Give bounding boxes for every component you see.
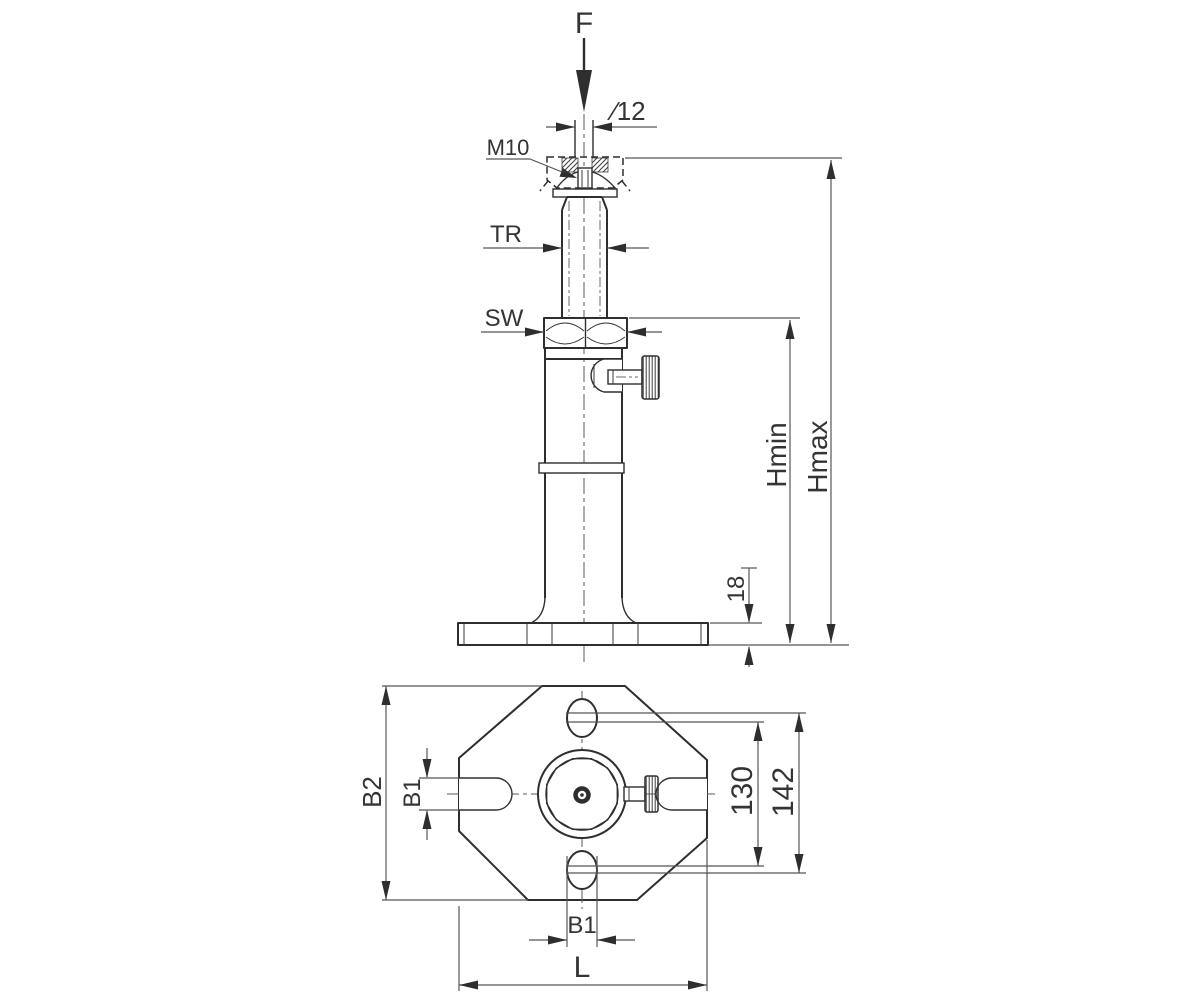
dim-arrow-icon xyxy=(423,810,432,829)
spindle-cap xyxy=(553,189,617,197)
base-thickness-dimension xyxy=(723,568,757,667)
hole-pitch-outer-dimension xyxy=(767,713,804,873)
swivel-pad xyxy=(540,157,630,191)
dim-arrow-icon xyxy=(827,624,836,643)
dim-arrow-icon xyxy=(382,686,391,705)
right-slot xyxy=(656,778,707,810)
dim-arrow-icon xyxy=(745,646,754,665)
plate-length-label: L xyxy=(573,951,591,984)
base-thickness-label: 18 xyxy=(723,575,750,603)
center-boss xyxy=(538,750,626,838)
dim-arrow-icon xyxy=(593,123,612,132)
spindle-thread-label: TR xyxy=(490,221,522,248)
force-annotation xyxy=(575,7,593,112)
height-min-label: Hmin xyxy=(761,422,792,488)
spindle-thread-dimension xyxy=(483,221,649,253)
pad-section-hatch xyxy=(592,158,608,172)
dim-arrow-icon xyxy=(548,936,567,945)
wrench-size-label: SW xyxy=(484,305,524,332)
dim-arrow-icon xyxy=(745,604,754,623)
pad-diameter-dimension xyxy=(546,96,657,132)
thread-label: M10 xyxy=(486,135,530,160)
height-min-dimension xyxy=(761,320,795,643)
force-arrow-icon xyxy=(576,70,592,112)
dim-arrow-icon xyxy=(795,854,804,873)
dim-arrow-icon xyxy=(525,328,544,337)
dim-arrow-icon xyxy=(459,981,478,990)
slot-width-left-label: B1 xyxy=(399,778,426,808)
bottom-mounting-hole xyxy=(567,851,597,889)
height-max-label: Hmax xyxy=(802,420,833,494)
body-tube xyxy=(539,349,659,598)
hex-nut xyxy=(544,318,627,348)
force-label: F xyxy=(574,7,594,40)
pad-section-hatch xyxy=(562,158,578,172)
height-max-dimension xyxy=(802,160,836,643)
dim-arrow-icon xyxy=(423,759,432,778)
dim-arrow-icon xyxy=(786,320,795,339)
dim-arrow-icon xyxy=(607,244,626,253)
dim-arrow-icon xyxy=(795,713,804,732)
clamp-screw-shaft-plan xyxy=(624,787,645,801)
clamp-knob-plan-knurl xyxy=(645,776,658,812)
hole-width-bottom-label: B1 xyxy=(567,912,597,939)
front-view xyxy=(458,7,849,667)
dim-arrow-icon xyxy=(754,847,763,866)
pad-diameter-label: ∕12 xyxy=(612,96,646,126)
hole-pitch-inner-label: 130 xyxy=(726,765,759,817)
plate-width-label: B2 xyxy=(357,776,387,808)
left-slot xyxy=(459,778,512,810)
dim-arrow-icon xyxy=(827,160,836,179)
dim-arrow-icon xyxy=(597,936,616,945)
m10-stud xyxy=(578,168,592,188)
top-mounting-hole xyxy=(567,699,597,737)
dim-arrow-icon xyxy=(754,722,763,741)
dim-arrow-icon xyxy=(688,981,707,990)
base-plate-front xyxy=(458,598,708,645)
dim-arrow-icon xyxy=(543,244,562,253)
body-joint-ring xyxy=(539,463,624,473)
hole-pitch-inner-dimension xyxy=(726,722,763,866)
center-point xyxy=(580,793,584,797)
dim-arrow-icon xyxy=(556,123,575,132)
hole-pitch-outer-label: 142 xyxy=(767,766,800,818)
clamp-knob xyxy=(642,356,659,399)
dim-arrow-icon xyxy=(786,624,795,643)
dim-arrow-icon xyxy=(627,328,646,337)
bottom-view xyxy=(357,686,806,991)
dim-arrow-icon xyxy=(382,881,391,900)
